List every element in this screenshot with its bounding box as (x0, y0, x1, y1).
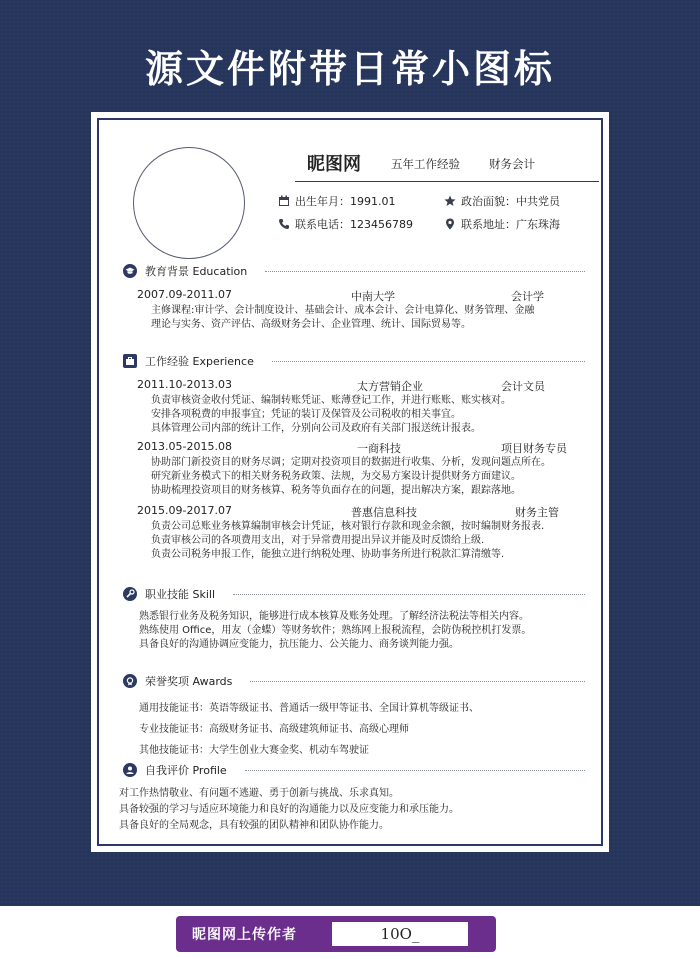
education-row (137, 288, 567, 303)
job-row (137, 440, 567, 455)
section-divider (265, 271, 585, 272)
experience-years: 五年工作经验 (391, 157, 460, 171)
section-divider (250, 681, 585, 682)
profile-text (119, 786, 539, 834)
education-courses (151, 304, 571, 332)
profile-line: 具备较强的学习与适应环境能力和良好的沟通能力以及应变能力和承压能力。 (119, 804, 459, 815)
education-line: 理论与实务、资产评估、高级财务会计、企业管理、统计、国际贸易等。 (151, 319, 471, 330)
job-row (137, 504, 567, 519)
awards-list (139, 698, 559, 761)
medal-icon (123, 674, 137, 688)
address-text: 联系地址：广东珠海 (461, 218, 560, 231)
skill-line: 具备良好的沟通协调应变能力，抗压能力、公关能力、商务谈判能力强。 (139, 639, 459, 650)
resume-card (91, 112, 609, 852)
politics-info (443, 193, 560, 209)
uploader-badge (176, 916, 496, 952)
section-experience (123, 352, 585, 370)
birth-text: 出生年月：1991.01 (295, 195, 396, 208)
uploader-id: 10O_ (332, 922, 468, 946)
section-title: 职业技能 Skill (145, 588, 216, 601)
location-pin-icon (443, 217, 457, 231)
graduation-cap-icon (123, 264, 137, 278)
education-major: 会计学 (511, 290, 544, 303)
award-line: 专业技能证书：高级财务证书、高级建筑师证书、高级心理师 (139, 724, 409, 735)
calendar-icon (277, 194, 291, 208)
skill-line: 熟悉银行业务及税务知识，能够进行成本核算及账务处理。了解经济法税法等相关内容。 (139, 611, 529, 622)
duty-line: 具体管理公司内部的统计工作，分别向公司及政府有关部门报送统计报表。 (151, 423, 481, 434)
award-line: 通用技能证书：英语等级证书、普通话一级甲等证书、全国计算机等级证书、 (139, 703, 479, 714)
address-info (443, 216, 560, 232)
section-title: 自我评价 Profile (145, 764, 227, 777)
profile-line: 具备良好的全局观念，具有较强的团队精神和团队协作能力。 (119, 820, 389, 831)
star-icon (443, 194, 457, 208)
section-title: 荣誉奖项 Awards (145, 675, 233, 688)
job-period: 2015.09-2017.07 (137, 504, 232, 517)
duty-line: 安排各项税费的申报事宜；凭证的装订及保管及公司税收的相关事宜。 (151, 409, 461, 420)
job-role: 会计文员 (501, 380, 545, 393)
job-duties (151, 520, 571, 562)
education-school: 中南大学 (351, 290, 395, 303)
duty-line: 负责公司税务申报工作，能独立进行纳税处理、协助事务所进行税款汇算清缴等. (151, 549, 505, 560)
section-title: 教育背景 Education (145, 265, 248, 278)
duty-line: 负责公司总账业务核算编制审核会计凭证，核对银行存款和现金余额，按时编制财务报表. (151, 521, 545, 532)
phone-info (277, 216, 413, 232)
section-awards (123, 672, 585, 690)
job-company: 普惠信息科技 (351, 506, 417, 519)
skills-list (139, 610, 559, 652)
birth-info (277, 193, 396, 209)
phone-icon (277, 217, 291, 231)
uploader-label: 昵图网上传作者 (192, 927, 297, 943)
job-company: 太方营销企业 (357, 380, 423, 393)
job-period: 2013.05-2015.08 (137, 440, 232, 453)
section-skills (123, 585, 585, 603)
job-company: 一商科技 (357, 442, 401, 455)
duty-line: 协助梳理投资项目的财务核算、税务等负面存在的问题，提出解决方案，跟踪落地。 (151, 485, 521, 496)
job-role: 财务主管 (515, 506, 559, 519)
wrench-icon (123, 587, 137, 601)
name-row (295, 150, 599, 182)
politics-text: 政治面貌：中共党员 (461, 195, 560, 208)
job-period: 2011.10-2013.03 (137, 378, 232, 391)
job-role: 项目财务专员 (501, 442, 567, 455)
section-education (123, 262, 585, 280)
duty-line: 协助部门新投资目的财务尽调；定期对投资项目的数据进行收集、分析，发现问题点所在。 (151, 457, 551, 468)
section-divider (272, 361, 585, 362)
job-title: 财务会计 (489, 157, 535, 171)
briefcase-icon (123, 354, 137, 368)
resume-border (97, 118, 603, 846)
phone-text: 联系电话：123456789 (295, 218, 413, 231)
skill-line: 熟练使用 Office，用友（金蝶）等财务软件；熟练网上报税流程，会防伪税控机打发票。 (139, 625, 532, 636)
photo-placeholder (133, 147, 245, 259)
education-period: 2007.09-2011.07 (137, 288, 232, 301)
job-duties (151, 394, 571, 436)
profile-line: 对工作热情敬业、有问题不逃避、勇于创新与挑战、乐求真知。 (119, 788, 399, 799)
duty-line: 负责审核资金收付凭证、编制转账凭证、账薄登记工作，并进行账账、账实核对。 (151, 395, 511, 406)
section-divider (233, 594, 585, 595)
section-profile (123, 761, 585, 779)
job-duties (151, 456, 571, 498)
job-row (137, 378, 567, 393)
user-icon (123, 763, 137, 777)
section-divider (245, 770, 585, 771)
section-title: 工作经验 Experience (145, 355, 254, 368)
duty-line: 负责审核公司的各项费用支出，对于异常费用提出异议并能及时反馈给上级. (151, 535, 485, 546)
duty-line: 研究新业务模式下的相关财务税务政策、法规，为交易方案设计提供财务方面建议。 (151, 471, 521, 482)
candidate-name: 昵图网 (307, 154, 361, 175)
banner-title: 源文件附带日常小图标 (144, 46, 555, 91)
education-line: 主修课程:审计学、会计制度设计、基础会计、成本会计、会计电算化、财务管理、金融 (151, 305, 535, 316)
award-line: 其他技能证书：大学生创业大赛金奖、机动车驾驶证 (139, 745, 369, 756)
